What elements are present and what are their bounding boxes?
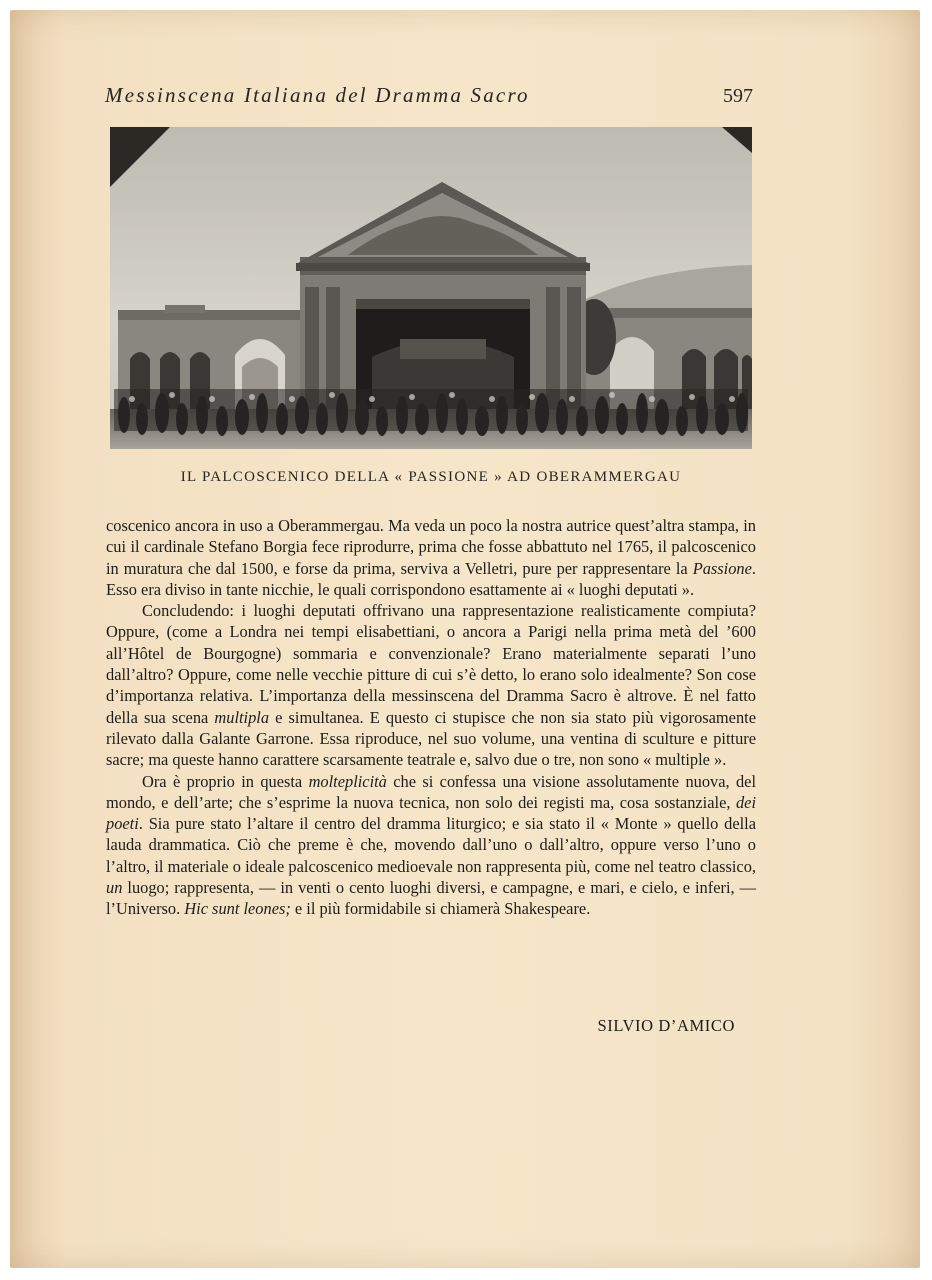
article-body	[106, 515, 756, 920]
page-number: 597	[723, 85, 753, 107]
stage-photograph	[110, 127, 752, 449]
photo-caption: IL PALCOSCENICO DELLA « PASSIONE » AD OBERAMMERGAU	[180, 469, 682, 485]
italic-phrase: Hic sunt leones;	[184, 899, 291, 919]
book-page	[10, 10, 920, 1268]
italic-phrase: Passione	[692, 558, 752, 578]
italic-phrase: un	[106, 878, 123, 898]
italic-phrase: dei poeti	[106, 792, 756, 834]
italic-phrase: molteplicità	[308, 771, 387, 791]
paragraph: Concludendo: i luoghi deputati offrivano una rappresentazione realisticamente compiuta? Oppure, (come a Londra nei tempi elisabettiani, o ancora a Parigi nella prima metà del ’600 all’Hôtel de Bourgogne) sommaria e convenzionale? Erano materialmente separati l’uno dall’altro? Oppure, come nelle vecchie pitture di cui s’è detto, lo erano solo idealmente? Son cose d’importanza relativa. L’importanza della messinscena del Dramma Sacro è altrove. È nel fatto della sua scena multipla e simultanea. E questo ci stupisce che non sia stato più vigorosamente rilevato dalla Galante Garrone. Essa riproduce, nel suo volume, una ventina di sculture e pitture sacre; ma queste hanno carattere scarsamente teatrale e, salvo due o tre, non sono « multiple ».	[106, 601, 756, 770]
paragraph: coscenico ancora in uso a Oberammergau. Ma veda un poco la nostra autrice quest’altra stampa, in cui il cardinale Stefano Borgia fece riprodurre, prima che fosse abbattuto nel 1765, il palcoscenico in muratura che dal 1500, e forse da prima, serviva a Velletri, pure per rappresentare la Passione. Esso era diviso in tante nicchie, le quali corrispondono esattamente ai « luoghi deputati ».	[106, 516, 756, 599]
running-title: Messinscena Italiana del Dramma Sacro	[105, 83, 530, 107]
italic-phrase: multipla	[214, 707, 270, 727]
paragraph: Ora è proprio in questa molteplicità che si confessa una visione assolutamente nuova, del mondo, e dell’arte; che s’esprime la nuova tecnica, non solo dei registi ma, cosa sostanziale, dei poeti. Sia pure stato l’altare il centro del dramma liturgico; e sia stato il « Monte » quello della lauda drammatica. Ciò che preme è che, movendo dall’uno o dall’altro, oppure verso l’uno o l’altro, il materiale o ideale palcoscenico medioevale non rappresenta più, come nel teatro classico, un luogo; rappresenta, — in venti o cento luoghi diversi, e campagne, e mari, e cielo, e inferi, — l’Universo. Hic sunt leones; e il più formidabile si chiamerà Shakespeare.	[106, 771, 756, 919]
author-signature: SILVIO D’AMICO	[597, 1016, 735, 1035]
